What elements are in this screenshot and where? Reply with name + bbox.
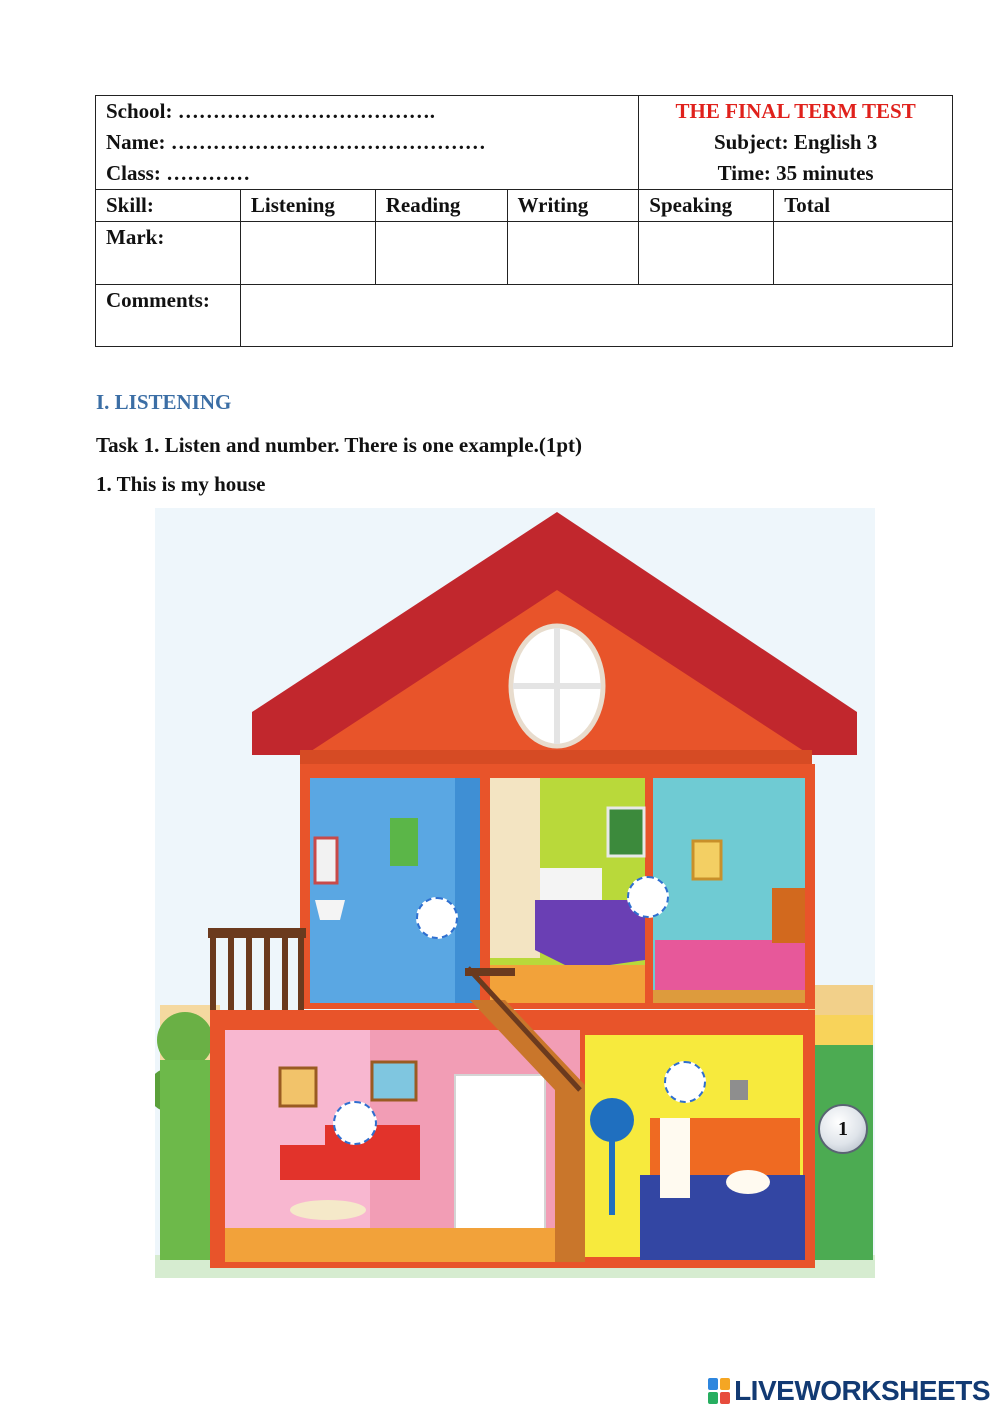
logo-icon: [708, 1378, 730, 1404]
skill-reading: Reading: [375, 190, 507, 222]
skill-listening: Listening: [240, 190, 375, 222]
task-instruction: Task 1. Listen and number. There is one example.(1pt): [96, 433, 582, 457]
test-title: THE FINAL TERM TEST: [675, 99, 916, 123]
skill-total: Total: [774, 190, 953, 222]
liveworksheets-logo: [708, 1374, 990, 1408]
bathroom: [310, 778, 480, 1003]
answer-slot-bedroom[interactable]: [627, 876, 669, 918]
mark-reading-cell[interactable]: [375, 222, 507, 285]
mark-label: Mark:: [96, 222, 241, 285]
time-text: Time: 35 minutes: [717, 161, 874, 185]
answer-slot-living-room[interactable]: [333, 1101, 377, 1145]
mark-writing-cell[interactable]: [507, 222, 639, 285]
school-field[interactable]: School: ……………………………….: [106, 99, 436, 123]
logo-text: LIVEWORKSHEETS: [734, 1375, 990, 1406]
skill-label: Skill:: [96, 190, 241, 222]
comments-cell[interactable]: [240, 285, 952, 347]
section-title: I. LISTENING: [96, 390, 232, 414]
answer-slot-kitchen[interactable]: [664, 1061, 706, 1103]
class-field[interactable]: Class: …………: [106, 161, 251, 185]
answer-slot-bathroom[interactable]: [416, 897, 458, 939]
item-title: 1. This is my house: [96, 472, 266, 496]
example-number-badge: 1: [818, 1104, 868, 1154]
house-illustration: [155, 508, 875, 1278]
header-table: [95, 95, 953, 347]
skill-writing: Writing: [507, 190, 639, 222]
mark-listening-cell[interactable]: [240, 222, 375, 285]
mark-speaking-cell[interactable]: [639, 222, 774, 285]
test-info-cell: [639, 96, 953, 190]
student-info-cell: [96, 96, 639, 190]
skill-speaking: Speaking: [639, 190, 774, 222]
comments-label: Comments:: [96, 285, 241, 347]
name-field[interactable]: Name: ………………………………………: [106, 130, 486, 154]
mark-total-cell[interactable]: [774, 222, 953, 285]
subject-text: Subject: English 3: [713, 130, 878, 154]
